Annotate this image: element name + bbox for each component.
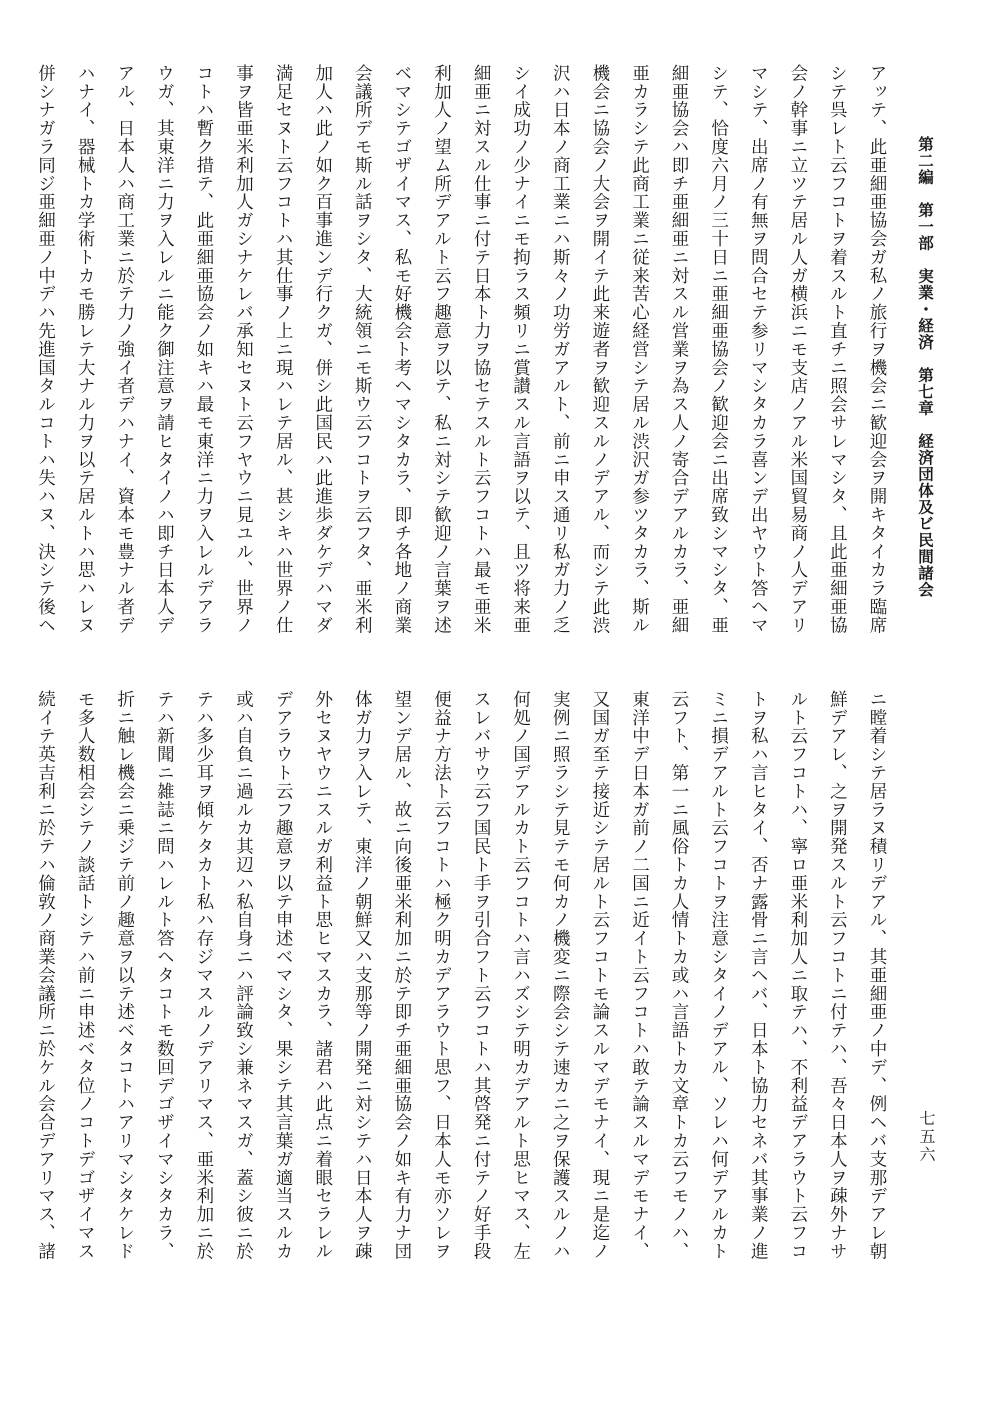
text-column: 体ガ力ヲ入レテ、東洋ノ朝鮮又ハ支那等ノ開発ニ対シテハ日本人ヲ疎 <box>352 690 373 1261</box>
text-column: 満足セヌト云フコトハ其仕事ノ上ニ現ハレテ居ル、甚シキハ世界ノ仕 <box>273 64 294 635</box>
text-column: 又国ガ至テ接近シテ居ルト云フコトモ論スルマデモナイ、現ニ是迄ノ <box>589 690 610 1261</box>
text-column: 続イテ英吉利ニ於テハ倫敦ノ商業会議所ニ於ケル会合デアリマス、諸 <box>35 690 56 1261</box>
text-column: 細亜協会ハ即チ亜細亜ニ対スル営業ヲ為ス人ノ寄合デアルカラ、亜細 <box>669 64 690 635</box>
text-column: 望ンデ居ル、故ニ向後亜米利加ニ於テ即チ亜細亜協会ノ如キ有力ナ団 <box>391 690 412 1261</box>
page-number: 七五六 <box>917 1110 936 1164</box>
text-column: 東洋中デ日本ガ前ノ二国ニ近イト云フコトハ敢テ論スルマデモナイ、 <box>629 690 650 1261</box>
text-column: アッテ、此亜細亜協会ガ私ノ旅行ヲ機会ニ歓迎会ヲ開キタイカラ臨席 <box>867 64 887 635</box>
text-column: ウガ、其東洋ニ力ヲ入レルニ能ク御注意ヲ請ヒタイノハ即チ日本人デ <box>154 64 175 635</box>
text-column: 会ノ幹事ニ立ツテ居ル人ガ横浜ニモ支店ノアル米国貿易商ノ人デアリ <box>787 64 808 635</box>
text-column: テハ多少耳ヲ傾ケタカト私ハ存ジマスルノデアリマス、亜米利加ニ於 <box>193 690 214 1261</box>
text-column: 沢ハ日本ノ商工業ニハ斯々ノ功労ガアルト、前ニ申ス通リ私ガ力ノ乏 <box>550 64 571 635</box>
text-column: アル、日本人ハ商工業ニ於テ力ノ強イ者デハナイ、資本モ豊ナル者デ <box>114 64 135 635</box>
text-column: 併シナガラ同ジ亜細亜ノ中デハ先進国タルコトハ失ハヌ、決シテ後ヘ <box>35 64 56 635</box>
text-column: ミニ損デアルト云フコトヲ注意シタイノデアル、ソレハ何デアルカト <box>708 690 729 1261</box>
text-column: マシテ、出席ノ有無ヲ問合セテ参リマシタカラ喜ンデ出ヤウト答ヘマ <box>748 64 769 635</box>
text-column: デアラウト云フ趣意ヲ以テ申述ベマシタ、果シテ其言葉ガ適当スルカ <box>273 690 294 1261</box>
text-column: テハ新聞ニ雑誌ニ問ハレルト答ヘタコトモ数回デゴザイマシタカラ、 <box>154 690 175 1261</box>
text-column: 事ヲ皆亜米利加人ガシナケレバ承知セヌト云フヤウニ見ユル、世界ノ <box>233 64 254 635</box>
text-column: スレバサウ云フ国民ト手ヲ引合フト云フコトハ其啓発ニ付テノ好手段 <box>471 690 492 1261</box>
text-column: ハナイ、器械トカ学術トカモ勝レテ大ナル力ヲ以テ居ルトハ思ハレヌ <box>75 64 96 635</box>
text-column: 亜カラシテ此商工業ニ従来苦心経営シテ居ル渋沢ガ参ツタカラ、斯ル <box>629 64 650 635</box>
text-column: 細亜ニ対スル仕事ニ付テ日本ト力ヲ協セテスルト云フコトハ最モ亜米 <box>471 64 492 635</box>
text-column: 外セヌヤウニスルガ利益ト思ヒマスカラ、諸君ハ此点ニ着眼セラレル <box>312 690 333 1261</box>
running-header: 第二編 第一部 実業・経済 第七章 経済団体及ビ民間諸会 <box>916 136 935 598</box>
text-column: 加人ハ此ノ如ク百事進ンデ行クガ、併シ此国民ハ此進歩ダケデハマダ <box>312 64 333 635</box>
text-column: ルト云フコトハ、寧ロ亜米利加人ニ取テハ、不利益デアラウト云フコ <box>787 690 808 1261</box>
text-column: 或ハ自負ニ過ルカ其辺ハ私自身ニハ評論致シ兼ネマスガ、蓋シ彼ニ於 <box>233 690 254 1261</box>
text-column: 折ニ触レ機会ニ乗ジテ前ノ趣意ヲ以テ述ベタコトハアリマシタケレド <box>114 690 135 1261</box>
text-column: 便益ナ方法ト云フコトハ極ク明カデアラウト思フ、日本人モ亦ソレヲ <box>431 690 452 1261</box>
text-column: 鮮デアレ、之ヲ開発スルト云フコトニ付テハ、吾々日本人ヲ疎外ナサ <box>827 690 848 1261</box>
text-column: 機会ニ協会ノ大会ヲ開イテ此来遊者ヲ歓迎スルノデアル、而シテ此渋 <box>589 64 610 635</box>
text-column: 実例ニ照ラシテ見テモ何カノ機変ニ際会シテ速カニ之ヲ保護スルノハ <box>550 690 571 1261</box>
text-column: 会議所デモ斯ル話ヲシタ、大統領ニモ斯ウ云フコトヲ云フタ、亜米利 <box>352 64 373 635</box>
text-column: 云フト、第一ニ風俗トカ人情トカ或ハ言語トカ文章トカ云フモノハ、 <box>669 690 690 1261</box>
lower-text-block <box>35 690 896 1290</box>
text-column: シイ成功ノ少ナイニモ拘ラス頻リニ賞讃スル言語ヲ以テ、且ツ将来亜 <box>510 64 531 635</box>
text-column: シテ、恰度六月ノ三十日ニ亜細亜協会ノ歓迎会ニ出席致シマシタ、亜 <box>708 64 729 635</box>
text-column: ニ瞠着シテ居ラヌ積リデアル、其亜細亜ノ中デ、例ヘバ支那デアレ朝 <box>867 690 887 1261</box>
upper-text-block <box>35 64 896 664</box>
text-column: シテ呉レト云フコトヲ着スルト直チニ照会サレマシタ、且此亜細亜協 <box>827 64 848 635</box>
text-column: 何処ノ国デアルカト云フコトハ言ハズシテ明カデアルト思ヒマス、左 <box>510 690 531 1261</box>
text-column: トヲ私ハ言ヒタイ、否ナ露骨ニ言ヘバ、日本ト協力セネバ其事業ノ進 <box>748 690 769 1261</box>
text-column: ベマシテゴザイマス、私モ好機会ト考ヘマシタカラ、即チ各地ノ商業 <box>391 64 412 635</box>
text-column: 利加人ノ望ム所デアルト云フ趣意ヲ以テ、私ニ対シテ歓迎ノ言葉ヲ述 <box>431 64 452 635</box>
text-column: コトハ暫ク措テ、此亜細亜協会ノ如キハ最モ東洋ニ力ヲ入レルデアラ <box>193 64 214 635</box>
text-column: モ多人数相会シテノ談話トシテハ前ニ申述ベタ位ノコトデゴザイマス <box>75 690 96 1261</box>
